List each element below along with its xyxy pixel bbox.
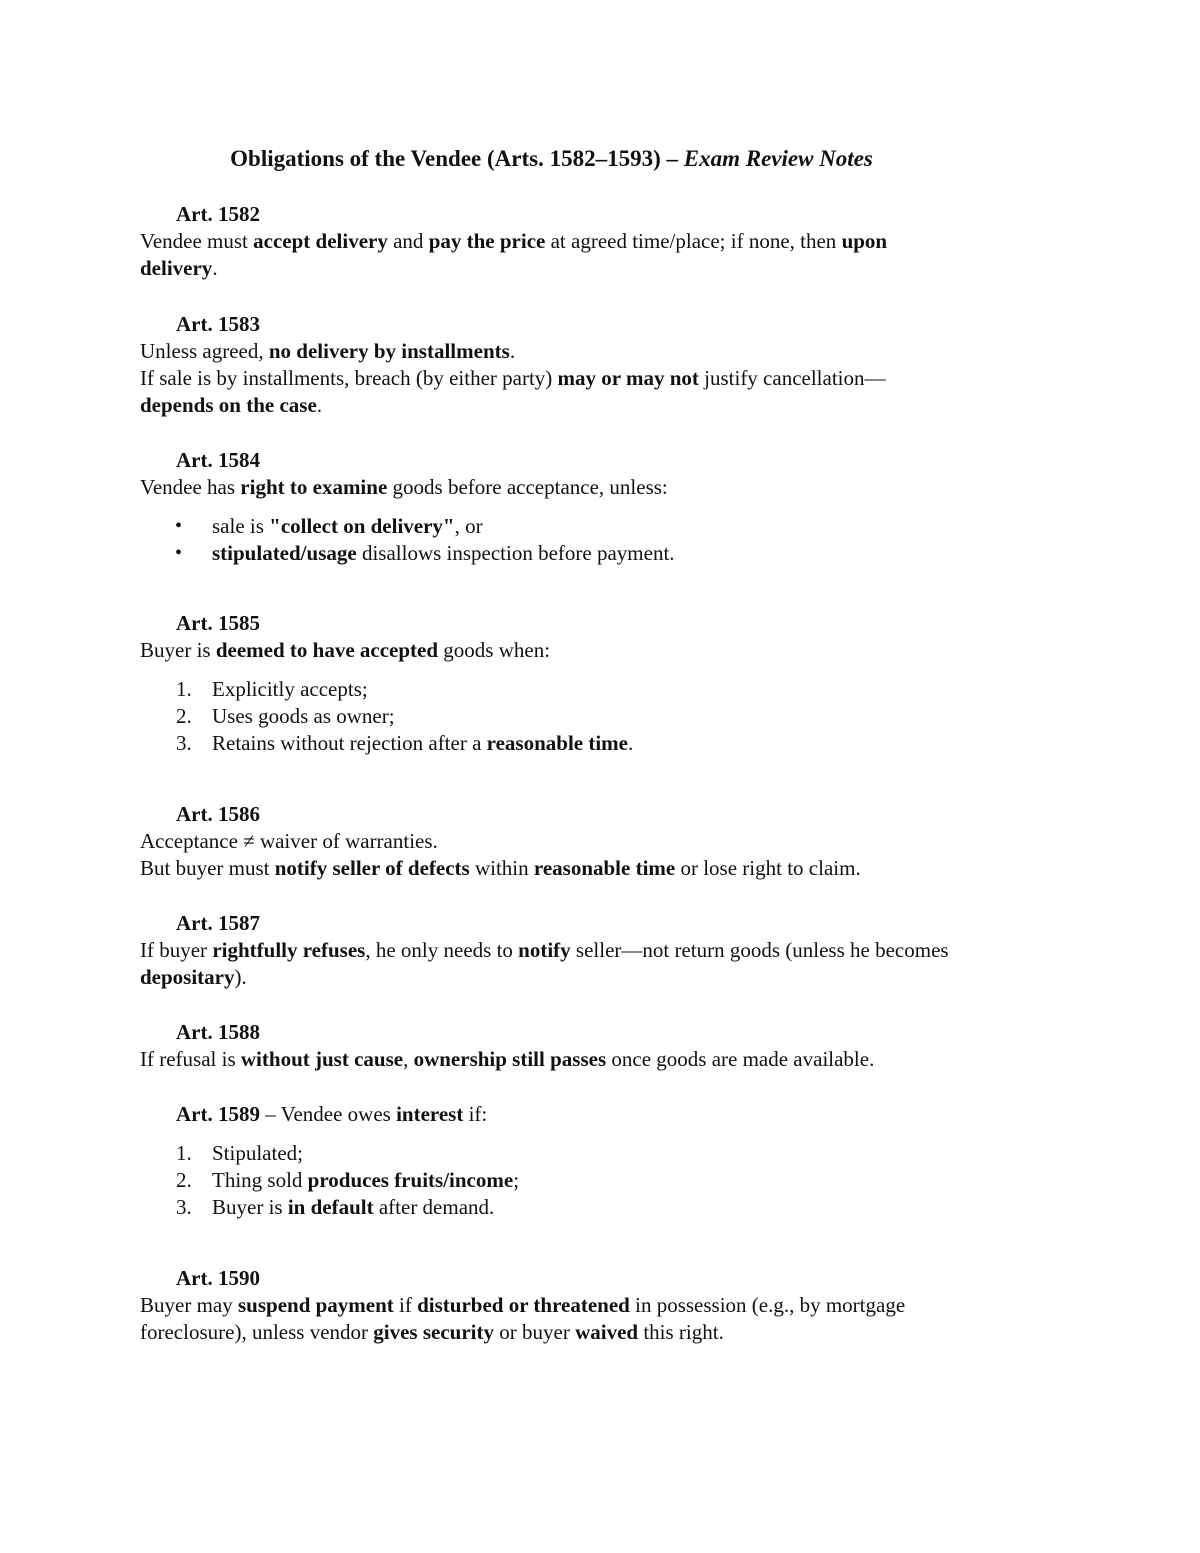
- article-number: Art. 1584: [176, 448, 260, 472]
- article-number: Art. 1585: [176, 611, 260, 635]
- text-run: at agreed time/place; if none, then: [545, 229, 842, 253]
- article-heading: [176, 1018, 1070, 1046]
- bold-text: may or may not: [557, 366, 699, 390]
- text-run: Unless agreed,: [140, 339, 269, 363]
- bold-text: produces fruits/income: [307, 1168, 514, 1192]
- text-run: disallows inspection before payment.: [356, 541, 675, 565]
- text-run: , he only needs to: [365, 938, 519, 962]
- text-run: in possession (e.g., by mortgage: [629, 1293, 906, 1317]
- list-item: [140, 540, 1070, 567]
- bold-text: no delivery by installments: [268, 339, 510, 363]
- text-run: if: [393, 1293, 418, 1317]
- bold-text: suspend payment: [237, 1293, 394, 1317]
- body-line: [140, 474, 1070, 501]
- text-run: or buyer: [494, 1320, 576, 1344]
- bold-text: right to examine: [240, 475, 388, 499]
- article-section: [140, 446, 1070, 567]
- article-heading: [176, 1264, 1070, 1292]
- list-item: [140, 1194, 1070, 1221]
- text-run: seller—not return goods (unless he becomes: [570, 938, 949, 962]
- list-item: [140, 513, 1070, 540]
- article-section: [140, 310, 1070, 419]
- bold-text: deemed to have accepted: [215, 638, 439, 662]
- body-line: [140, 365, 1070, 392]
- article-number: Art. 1587: [176, 911, 260, 935]
- bold-text: notify seller of defects: [274, 856, 470, 880]
- text-run: Explicitly accepts;: [212, 677, 368, 701]
- body-line: [140, 1046, 1070, 1073]
- article-section: [140, 1264, 1070, 1346]
- article-section: [140, 1018, 1070, 1073]
- text-run: .: [316, 393, 323, 417]
- list-number: 3.: [176, 731, 192, 755]
- article-heading: [176, 200, 1070, 228]
- bold-text: reasonable time: [533, 856, 676, 880]
- text-run: justify cancellation—: [698, 366, 886, 390]
- text-run: .: [628, 731, 634, 755]
- bold-text: reasonable time: [486, 731, 628, 755]
- article-heading: [176, 609, 1070, 637]
- text-run: within: [469, 856, 534, 880]
- text-run: But buyer must: [140, 856, 275, 880]
- text-run: Buyer may: [140, 1293, 238, 1317]
- text-run: or lose right to claim.: [675, 856, 861, 880]
- article-number: Art. 1586: [176, 802, 260, 826]
- article-heading: [176, 1100, 1070, 1128]
- bold-text: upon: [841, 229, 888, 253]
- heading-rest: [260, 1102, 487, 1126]
- bold-text: waived: [575, 1320, 639, 1344]
- article-number: Art. 1589: [176, 1102, 260, 1126]
- bold-text: accept delivery: [253, 229, 388, 253]
- text-run: Uses goods as owner;: [212, 704, 395, 728]
- article-number: Art. 1583: [176, 312, 260, 336]
- body-line: [140, 828, 1070, 855]
- bold-text: notify: [518, 938, 571, 962]
- body-line: [140, 392, 1070, 419]
- bold-text: "collect on delivery": [269, 514, 455, 538]
- article-heading: [176, 800, 1070, 828]
- article-section: [140, 1100, 1070, 1221]
- bullet-icon: •: [175, 515, 183, 537]
- text-run: – Vendee owes: [259, 1102, 397, 1126]
- body-line: [140, 964, 1070, 991]
- list-number: 1.: [176, 677, 192, 701]
- title-main: Obligations of the Vendee (Arts. 1582–1593) –: [230, 146, 684, 171]
- text-run: foreclosure), unless vendor: [140, 1320, 374, 1344]
- text-run: Retains without rejection after a: [212, 731, 487, 755]
- text-run: Vendee has: [140, 475, 241, 499]
- text-run: Buyer is: [140, 638, 216, 662]
- article-section: [140, 800, 1070, 882]
- body-line: [140, 228, 1070, 255]
- body-line: [140, 937, 1070, 964]
- bold-text: depends on the case: [140, 393, 317, 417]
- article-heading: [176, 446, 1070, 474]
- text-run: goods when:: [438, 638, 551, 662]
- list-item: [140, 703, 1070, 730]
- text-run: ).: [234, 965, 247, 989]
- text-run: Stipulated;: [212, 1141, 303, 1165]
- text-run: after demand.: [373, 1195, 495, 1219]
- bullet-icon: •: [175, 542, 183, 564]
- list-item: [140, 730, 1070, 757]
- article-number: Art. 1582: [176, 202, 260, 226]
- bullet-list: [140, 513, 1070, 567]
- article-section: [140, 609, 1070, 757]
- bold-text: gives security: [373, 1320, 494, 1344]
- body-line: [140, 637, 1070, 664]
- text-run: Acceptance ≠ waiver of warranties.: [140, 829, 438, 853]
- text-run: If refusal is: [140, 1047, 241, 1071]
- list-number: 2.: [176, 704, 192, 728]
- bold-text: rightfully refuses: [212, 938, 366, 962]
- body-line: [140, 255, 1070, 282]
- text-run: Vendee must: [140, 229, 254, 253]
- bold-text: in default: [287, 1195, 374, 1219]
- text-run: If buyer: [140, 938, 213, 962]
- text-run: this right.: [638, 1320, 724, 1344]
- list-number: 1.: [176, 1141, 192, 1165]
- list-number: 2.: [176, 1168, 192, 1192]
- text-run: Buyer is: [212, 1195, 288, 1219]
- article-section: [140, 909, 1070, 991]
- numbered-list: [140, 676, 1070, 757]
- page-title: [0, 143, 1103, 175]
- text-run: If sale is by installments, breach (by either party): [140, 366, 558, 390]
- body-line: [140, 855, 1070, 882]
- text-run: .: [509, 339, 516, 363]
- numbered-list: [140, 1140, 1070, 1221]
- article-heading: [176, 310, 1070, 338]
- list-item: [140, 1140, 1070, 1167]
- body-line: [140, 1292, 1070, 1319]
- text-run: Thing sold: [212, 1168, 308, 1192]
- bold-text: without just cause: [240, 1047, 404, 1071]
- body-line: [140, 338, 1070, 365]
- list-item: [140, 676, 1070, 703]
- bold-text: pay the price: [428, 229, 546, 253]
- bold-text: depositary: [140, 965, 235, 989]
- text-run: ;: [513, 1168, 520, 1192]
- text-run: if:: [463, 1102, 488, 1126]
- text-run: once goods are made available.: [606, 1047, 875, 1071]
- list-item: [140, 1167, 1070, 1194]
- list-number: 3.: [176, 1195, 192, 1219]
- title-subtitle: Exam Review Notes: [683, 146, 873, 171]
- text-run: .: [212, 256, 218, 280]
- text-run: sale is: [212, 514, 270, 538]
- text-run: goods before acceptance, unless:: [387, 475, 668, 499]
- body-line: [140, 1319, 1070, 1346]
- text-run: , or: [454, 514, 483, 538]
- bold-text: interest: [396, 1102, 464, 1126]
- bold-text: stipulated/usage: [212, 541, 357, 565]
- article-number: Art. 1590: [176, 1266, 260, 1290]
- bold-text: delivery: [140, 256, 213, 280]
- bold-text: ownership still passes: [413, 1047, 607, 1071]
- bold-text: disturbed or threatened: [417, 1293, 630, 1317]
- article-number: Art. 1588: [176, 1020, 260, 1044]
- article-heading: [176, 909, 1070, 937]
- text-run: ,: [403, 1047, 414, 1071]
- article-section: [140, 200, 1070, 282]
- text-run: and: [387, 229, 429, 253]
